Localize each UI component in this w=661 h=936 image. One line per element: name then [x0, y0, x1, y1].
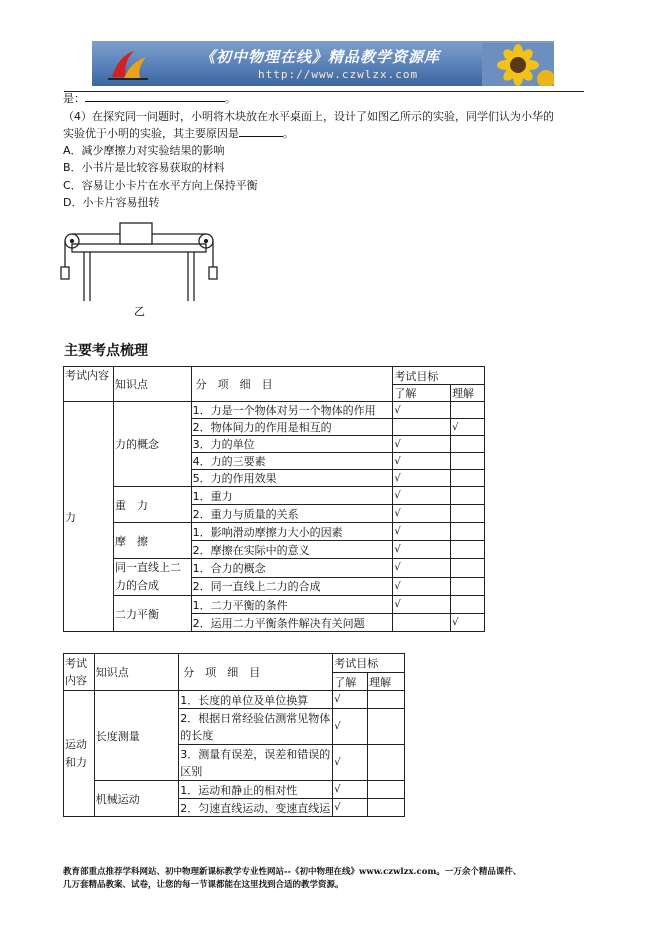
- site-banner: [92, 41, 554, 86]
- know-mark: √: [393, 505, 451, 523]
- detail-cell: 2．匀速直线运动、变速直线运: [179, 799, 333, 817]
- know-mark: [393, 419, 451, 436]
- option-b: B．小书片是比较容易获取的材料: [63, 161, 225, 174]
- banner-title: 《初中物理在线》精品教学资源库: [200, 48, 441, 66]
- detail-cell: 1．运动和静止的相对性: [179, 781, 333, 799]
- detail-cell: 2．重力与质量的关系: [191, 505, 393, 523]
- understand-mark: [368, 781, 405, 799]
- content-cell: 力: [64, 402, 114, 632]
- know-mark: √: [393, 523, 451, 541]
- detail-cell: 2．摩擦在实际中的意义: [191, 541, 393, 559]
- know-mark: √: [393, 453, 451, 470]
- understand-mark: √: [451, 419, 485, 436]
- detail-cell: 5．力的作用效果: [191, 470, 393, 487]
- header-knowledge: 知识点: [94, 654, 179, 691]
- understand-mark: [451, 470, 485, 487]
- option-d: D．小卡片容易扭转: [63, 196, 160, 209]
- exam-points-table-motion: [63, 653, 405, 817]
- know-mark: √: [393, 487, 451, 505]
- question-line-1: （4）在探究同一问题时，小明将木块放在水平桌面上，设计了如图乙所示的实验，同学们认为小华的: [63, 110, 554, 123]
- detail-cell: 2．根据日常经验估测常见物体的长度: [179, 709, 333, 745]
- know-mark: √: [393, 541, 451, 559]
- understand-mark: [451, 505, 485, 523]
- know-mark: √: [393, 559, 451, 578]
- understand-mark: [451, 487, 485, 505]
- header-knowledge: 知识点: [113, 367, 191, 402]
- banner-url[interactable]: http://www.czwlzx.com: [258, 68, 419, 81]
- know-mark: √: [393, 596, 451, 614]
- know-mark: [393, 614, 451, 632]
- detail-cell: 2．物体间力的作用是相互的: [191, 419, 393, 436]
- detail-cell: 1．长度的单位及单位换算: [179, 691, 333, 709]
- understand-mark: [451, 577, 485, 596]
- understand-mark: [451, 541, 485, 559]
- know-mark: √: [333, 799, 368, 817]
- know-mark: √: [393, 436, 451, 453]
- understand-mark: [451, 523, 485, 541]
- know-mark: √: [333, 781, 368, 799]
- detail-cell: 1．力是一个物体对另一个物体的作用: [191, 402, 393, 419]
- header-target: 考试目标: [393, 367, 485, 385]
- header-detail: 分 项 细 目: [179, 654, 333, 691]
- understand-mark: [451, 559, 485, 578]
- know-mark: √: [393, 577, 451, 596]
- section-title: 主要考点梳理: [64, 343, 148, 359]
- content-cell: 运动和力: [64, 691, 95, 817]
- header-detail: 分 项 细 目: [191, 367, 393, 402]
- detail-cell: 3．力的单位: [191, 436, 393, 453]
- question-line-2: 实验优于小明的实验，其主要原因是 。: [63, 127, 294, 140]
- sunflower-icon: [482, 43, 554, 86]
- header-understand: 理解: [451, 385, 485, 402]
- knowledge-cell: 重 力: [113, 487, 191, 523]
- know-mark: √: [333, 691, 368, 709]
- footer-line-2: 几万套精品教案、试卷，让您的每一节课都能在这里找到合适的教学资源。: [63, 880, 344, 890]
- divider: [64, 91, 584, 92]
- understand-mark: [368, 709, 405, 745]
- understand-mark: [368, 691, 405, 709]
- understand-mark: [451, 436, 485, 453]
- understand-mark: [451, 596, 485, 614]
- header-understand: 理解: [368, 673, 405, 691]
- know-mark: √: [333, 709, 368, 745]
- detail-cell: 1．合力的概念: [191, 559, 393, 578]
- header-target: 考试目标: [333, 654, 405, 673]
- detail-cell: 2．运用二力平衡条件解决有关问题: [191, 614, 393, 632]
- knowledge-cell: 力的概念: [113, 402, 191, 487]
- knowledge-cell: 二力平衡: [113, 596, 191, 632]
- header-know: 了解: [393, 385, 451, 402]
- detail-cell: 1．影响滑动摩擦力大小的因素: [191, 523, 393, 541]
- header-content: 考试内容: [64, 367, 114, 402]
- exam-points-table-force: [63, 366, 485, 632]
- detail-cell: 2．同一直线上二力的合成: [191, 577, 393, 596]
- knowledge-cell: 长度测量: [94, 691, 179, 781]
- knowledge-cell: 同一直线上二力的合成: [113, 559, 191, 596]
- answer-line-0: 是： 。: [63, 92, 236, 105]
- option-a: A．减少摩擦力对实验结果的影响: [63, 144, 225, 157]
- understand-mark: √: [451, 614, 485, 632]
- understand-mark: [368, 745, 405, 781]
- option-c: C．容易让小卡片在水平方向上保持平衡: [63, 179, 258, 192]
- footer: [63, 866, 521, 892]
- detail-cell: 4．力的三要素: [191, 453, 393, 470]
- figure-label: 乙: [134, 305, 145, 318]
- knowledge-cell: 摩 擦: [113, 523, 191, 559]
- header-content: 考试内容: [64, 654, 95, 691]
- understand-mark: [451, 453, 485, 470]
- know-mark: √: [333, 745, 368, 781]
- knowledge-cell: 机械运动: [94, 781, 179, 817]
- understand-mark: [368, 799, 405, 817]
- know-mark: √: [393, 402, 451, 419]
- know-mark: √: [393, 470, 451, 487]
- detail-cell: 3．测量有误差，误差和错误的区别: [179, 745, 333, 781]
- header-know: 了解: [333, 673, 368, 691]
- understand-mark: [451, 402, 485, 419]
- detail-cell: 1．二力平衡的条件: [191, 596, 393, 614]
- table-pulley-figure: [60, 215, 220, 320]
- detail-cell: 1．重力: [191, 487, 393, 505]
- answer-blank-2[interactable]: [239, 125, 283, 137]
- footer-line-1: 教育部重点推荐学科网站、初中物理新课标教学专业性网站--《初中物理在线》www.czwlzx.com。一万余个精品课件、: [63, 867, 522, 877]
- site-logo-icon: [106, 47, 150, 81]
